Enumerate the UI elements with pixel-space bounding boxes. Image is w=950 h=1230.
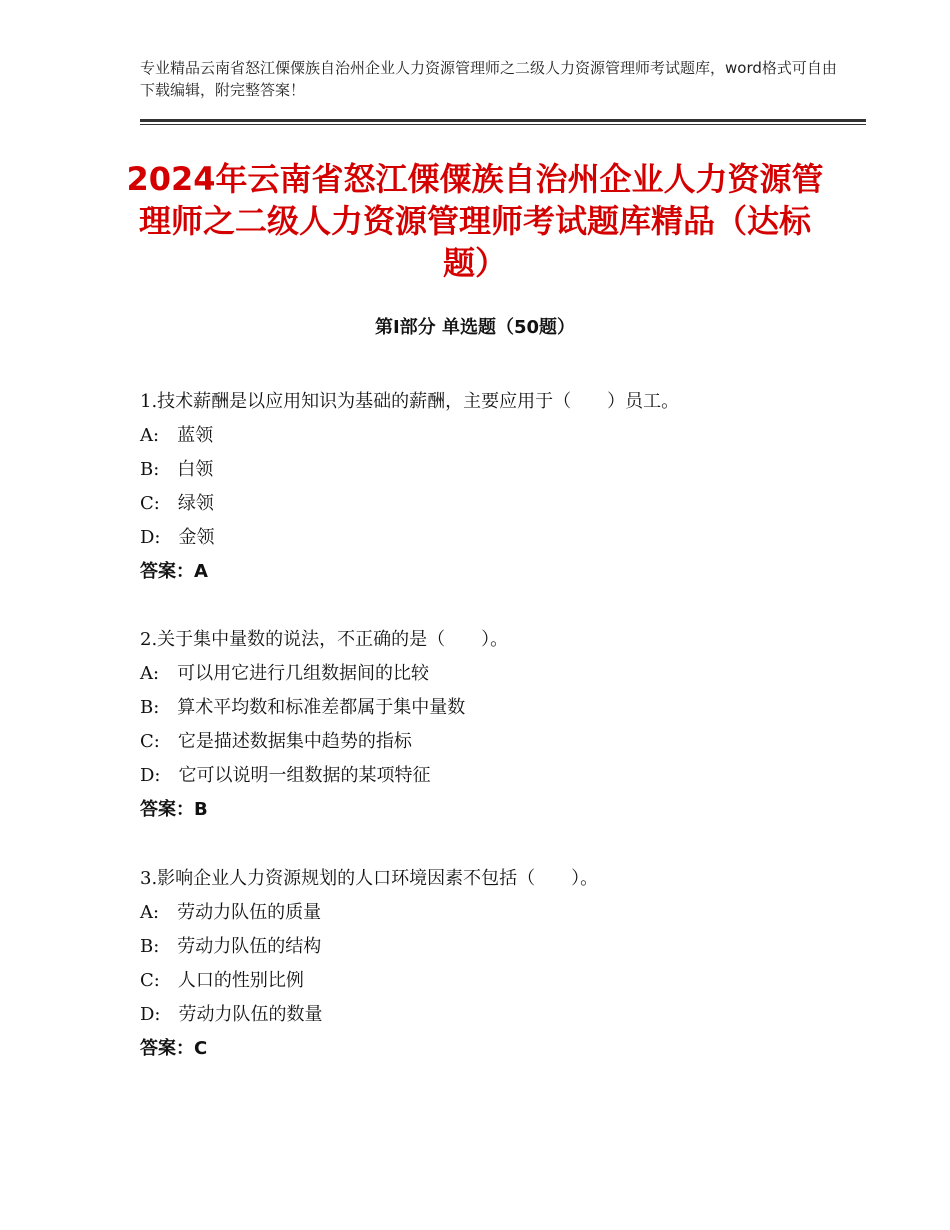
answer-line: 答案：B bbox=[140, 799, 208, 820]
question-3 bbox=[140, 862, 840, 1066]
option-d: D: 它可以说明一组数据的某项特征 bbox=[140, 765, 431, 786]
option-c: C: 它是描述数据集中趋势的指标 bbox=[140, 731, 412, 752]
header-note: 专业精品云南省怒江傈僳族自治州企业人力资源管理师之二级人力资源管理师考试题库，word格式可自由下载编辑，附完整答案！ bbox=[140, 59, 837, 99]
question-stem: 1.技术薪酬是以应用知识为基础的薪酬，主要应用于（ ）员工。 bbox=[140, 391, 680, 412]
option-b: B: 算术平均数和标准差都属于集中量数 bbox=[140, 697, 466, 718]
question-2 bbox=[140, 623, 840, 827]
section-title: 第Ⅰ部分 单选题（50题） bbox=[374, 317, 575, 338]
option-a: A: 蓝领 bbox=[140, 425, 214, 446]
document-title: 2024年云南省怒江傈僳族自治州企业人力资源管理师之二级人力资源管理师考试题库精品（达标题） bbox=[126, 160, 824, 282]
question-1 bbox=[140, 385, 840, 589]
option-c: C: 人口的性别比例 bbox=[140, 970, 304, 991]
option-b: B: 白领 bbox=[140, 459, 214, 480]
option-c: C: 绿领 bbox=[140, 493, 214, 514]
header-divider-thin bbox=[140, 124, 866, 125]
header-divider-thick bbox=[140, 119, 866, 122]
option-a: A: 可以用它进行几组数据间的比较 bbox=[140, 663, 430, 684]
question-stem: 3.影响企业人力资源规划的人口环境因素不包括（ ）。 bbox=[140, 868, 599, 889]
answer-line: 答案：A bbox=[140, 561, 208, 582]
option-d: D: 金领 bbox=[140, 527, 215, 548]
question-stem: 2.关于集中量数的说法，不正确的是（ ）。 bbox=[140, 629, 509, 650]
answer-line: 答案：C bbox=[140, 1038, 208, 1059]
option-a: A: 劳动力队伍的质量 bbox=[140, 902, 322, 923]
option-d: D: 劳动力队伍的数量 bbox=[140, 1004, 323, 1025]
option-b: B: 劳动力队伍的结构 bbox=[140, 936, 322, 957]
